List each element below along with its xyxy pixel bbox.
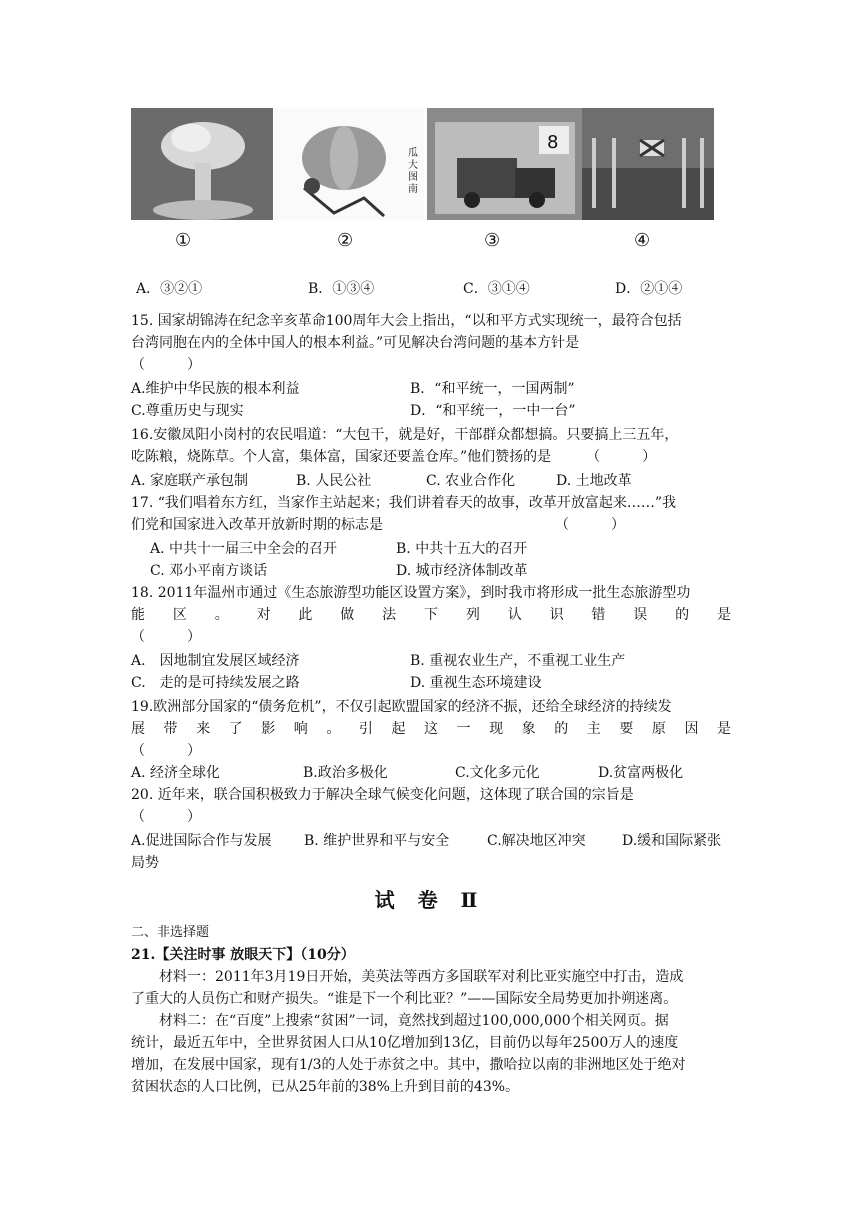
q20-option-d: D.缓和国际紧张 [622,833,722,849]
q21-heading: 21.【关注时事 放眼天下】（10分） [131,947,355,963]
q17-paren: （ ） [555,517,625,533]
q15-line-2: 台湾同胞在内的全体中国人的根本利益。”可见解决台湾问题的基本方针是 [131,335,580,351]
section-title: 试 卷 Ⅱ [374,888,486,912]
q15-line-1: 15. 国家胡锦涛在纪念辛亥革命100周年大会上指出，“以和平方式实现统一，最符合包括 [131,313,682,329]
truck-stamp-icon [427,108,582,220]
q18-option-a: A. 因地制宜发展区域经济 [131,653,300,669]
q17-option-a: A. 中共十一届三中全会的召开 [150,541,338,557]
q15-paren: （ ） [131,357,201,373]
q15-option-b: B．“和平统一，一国两制” [410,381,575,397]
image-label-1: ① [175,230,192,251]
q19-option-b: B.政治多极化 [303,765,388,781]
q20-option-a: A.促进国际合作与发展 [131,833,272,849]
q20-option-c: C.解决地区冲突 [487,833,586,849]
image-pumpkin-cartoon [274,108,424,220]
q21-material-2-line-4: 贫困状态的人口比例，已从25年前的38%上升到目前的43%。 [131,1079,520,1095]
q16-option-c: C. 农业合作化 [426,473,516,489]
q18-paren: （ ） [131,629,201,645]
q21-material-1-line-2: 了重大的人员伤亡和财产损失。“谁是下一个利比亚？”——国际安全局势更加扑朔迷离。 [131,991,678,1007]
q14-option-d: D．②①④ [615,281,683,297]
q14-option-b: B．①③④ [308,281,375,297]
q20-paren: （ ） [131,809,201,825]
q18-option-b: B. 重视农业生产，不重视工业生产 [410,653,626,669]
q18-line-2: 能区。对此做法下列认识错误的是 [131,607,731,623]
q20-tail: 局势 [131,855,159,871]
q17-line-1: 17. “我们唱着东方红，当家作主站起来；我们讲着春天的故事，改革开放富起来……”我 [131,495,677,511]
q16-option-a: A. 家庭联产承包制 [131,473,249,489]
q17-option-c: C. 邓小平南方谈话 [150,563,268,579]
image-truck-stamp [427,108,582,220]
q19-line-2: 展带来了影响。引起这一现象的主要原因是 [131,721,731,737]
q20-option-b: B. 维护世界和平与安全 [304,833,450,849]
flags-ceremony-icon [582,108,714,220]
q15-option-a: A.维护中华民族的根本利益 [131,381,300,397]
q17-line-2: 们党和国家进入改革开放新时期的标志是 [131,517,383,533]
pumpkin-cartoon-icon [274,108,424,220]
q19-option-c: C.文化多元化 [455,765,540,781]
q19-option-a: A. 经济全球化 [131,765,221,781]
q16-option-b: B. 人民公社 [296,473,372,489]
q21-material-1-line-1: 材料一：2011年3月19日开始，美英法等西方多国联军对利比亚实施空中打击，造成 [159,969,684,985]
q21-material-2-line-2: 统计，最近五年中，全世界贫困人口从10亿增加到13亿，目前仍以每年2500万人的速度 [131,1035,679,1051]
q20-line-1: 20. 近年来，联合国积极致力于解决全球气候变化问题，这体现了联合国的宗旨是 [131,787,634,803]
q19-line-1: 19.欧洲部分国家的“债务危机”，不仅引起欧盟国家的经济不振，还给全球经济的持续发 [131,699,672,715]
q15-option-c: C.尊重历史与现实 [131,403,244,419]
image-label-2: ② [337,230,354,251]
mushroom-cloud-icon [131,108,273,220]
q21-material-2-line-3: 增加，在发展中国家，现有1/3的人处于赤贫之中。其中，撒哈拉以南的非洲地区处于绝对 [131,1057,686,1073]
image-flags-ceremony [582,108,714,220]
q14-option-a: A．③②① [136,281,203,297]
q16-option-d: D. 土地改革 [556,473,632,489]
image-label-3: ③ [484,230,501,251]
q15-option-d: D．“和平统一，一中一台” [410,403,576,419]
image-mushroom-cloud [131,108,273,220]
image-caption: 瓜大图南 [408,148,418,195]
svg-text:8: 8 [547,132,559,153]
q16-line-1: 16.安徽凤阳小岗村的农民唱道：“大包干，就是好，干部群众都想搞。只要搞上三五年， [131,427,679,443]
q14-option-c: C．③①④ [463,281,530,297]
image-label-4: ④ [634,230,651,251]
q21-material-2-line-1: 材料二：在“百度”上搜索“贫困”一词，竟然找到超过100,000,000个相关网页。据 [159,1013,669,1029]
q17-option-b: B. 中共十五大的召开 [396,541,528,557]
q18-option-c: C. 走的是可持续发展之路 [131,675,300,691]
q16-line-2: 吃陈粮，烧陈草。个人富，集体富，国家还要盖仓库。”他们赞扬的是 （ ） [131,449,657,465]
q19-option-d: D.贫富两极化 [598,765,684,781]
q18-line-1: 18. 2011年温州市通过《生态旅游型功能区设置方案》，到时我市将形成一批生态旅游型功 [131,585,691,601]
q19-paren: （ ） [131,743,201,759]
q18-option-d: D. 重视生态环境建设 [410,675,542,691]
section-label: 二、非选择题 [131,925,210,940]
q17-option-d: D. 城市经济体制改革 [396,563,528,579]
